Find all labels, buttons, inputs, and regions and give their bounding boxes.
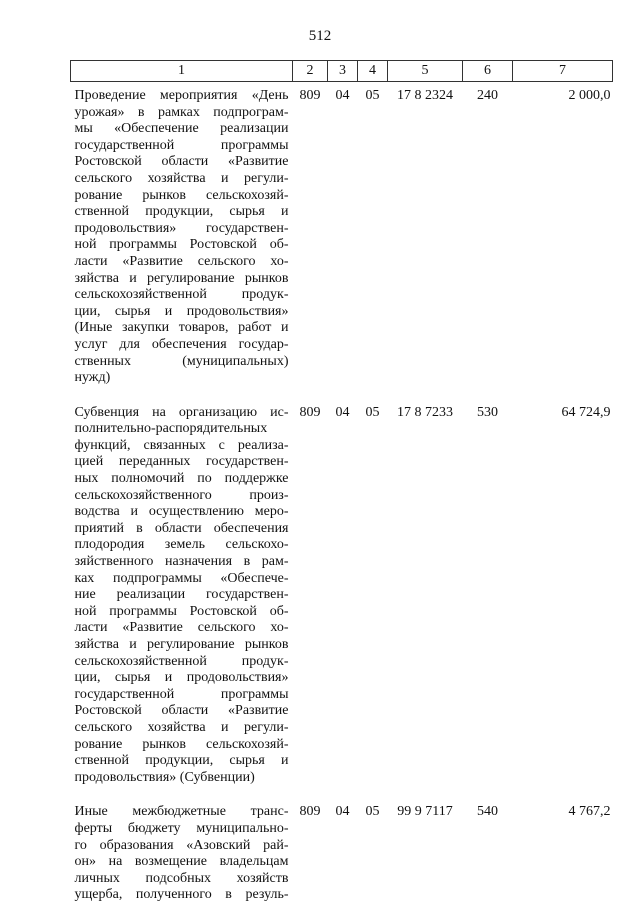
description-line: зяйственного назначения в рам-	[74, 554, 289, 570]
description-line: ной программы Ростовской об-	[74, 237, 289, 253]
description-line: ции, сырья и продовольствия»	[74, 303, 289, 319]
subsection-code: 05	[365, 88, 380, 103]
description-line: урожая» в рамках подпрограм-	[74, 104, 289, 120]
description-line: сельскохозяйственной продук-	[74, 287, 289, 303]
description-line: го образования «Азовский рай-	[74, 837, 289, 853]
description-line: функций, связанных с реализа-	[74, 437, 289, 453]
description-line: ной программы Ростовской об-	[74, 603, 289, 619]
target-article-code: 99 9 7117	[397, 804, 453, 820]
description-line: он» на возмещение владельцам	[74, 854, 289, 870]
section-code: 04	[335, 804, 350, 820]
description-line: ции, сырья и продовольствия»	[74, 670, 289, 686]
expense-type-code: 530	[477, 404, 498, 420]
description-line: ущерба, полученного в резуль-	[74, 887, 289, 903]
table-row	[71, 798, 613, 916]
description-line: сельскохозяйственной продук-	[74, 653, 289, 669]
description-line: ферты бюджету муниципально-	[74, 820, 289, 836]
target-article-code: 17 8 7233	[397, 404, 453, 420]
amount: 64 724,9	[561, 404, 611, 420]
table-header	[71, 61, 613, 82]
admin-code: 809	[299, 804, 321, 820]
description-line: зяйства и регулирование рынков	[74, 637, 289, 652]
description-line: Ростовской области «Развитие	[74, 154, 289, 170]
description-line: сельского хозяйства и регули-	[74, 719, 289, 735]
table-row	[71, 399, 613, 799]
column-header-5: 5	[388, 61, 463, 82]
description-line: приятий в области обеспечения	[74, 520, 289, 536]
subsection-code: 05	[365, 804, 380, 820]
admin-code: 809	[299, 404, 321, 420]
description-line: услуг для обеспечения государ-	[74, 336, 289, 352]
description-line: ственных (муниципальных)	[74, 353, 289, 369]
description-line: личных подсобных хозяйств	[74, 870, 289, 886]
column-header-7: 7	[513, 61, 613, 82]
column-header-2: 2	[293, 61, 328, 82]
description-line: мы «Обеспечение реализации	[74, 121, 289, 137]
description-line: ние реализации государствен-	[74, 587, 289, 603]
description-line: Ростовской области «Развитие	[74, 703, 289, 719]
page-number: 512	[308, 28, 332, 44]
description-line: полнительно-распорядительных	[74, 421, 268, 437]
column-header-4: 4	[358, 61, 388, 82]
section-code: 04	[335, 404, 350, 420]
description-line: рование рынков сельскохозяй-	[74, 736, 289, 752]
description-line: водства и осуществлению меро-	[74, 504, 289, 520]
target-article-code: 17 8 2324	[397, 88, 453, 103]
description-line: Субвенция на организацию ис-	[74, 404, 289, 420]
subsection-code: 05	[365, 404, 380, 420]
expense-type-code: 540	[477, 804, 498, 820]
description-line: Иные межбюджетные транс-	[74, 804, 289, 820]
table-body	[71, 82, 613, 916]
admin-code: 809	[299, 88, 321, 103]
description-line: нужд)	[74, 370, 111, 386]
description-line: ках подпрограммы «Обеспече-	[74, 570, 289, 586]
table-row	[71, 82, 613, 399]
description-line: ственной продукции, сырья и	[74, 753, 289, 769]
budget-table	[70, 60, 613, 916]
row-description	[71, 798, 293, 916]
description-line: сельскохозяйственного произ-	[74, 487, 289, 503]
description-line: рование рынков сельскохозяй-	[74, 187, 289, 203]
header-row	[71, 61, 613, 82]
description-line: государственной программы	[74, 686, 289, 702]
description-line: сельского хозяйства и регули-	[74, 170, 289, 186]
column-header-3: 3	[328, 61, 358, 82]
description-line: зяйства и регулирование рынков	[74, 270, 289, 286]
description-line: государственной программы	[74, 137, 289, 153]
section-code: 04	[335, 88, 350, 103]
expense-type-code: 240	[477, 88, 498, 103]
description-line: продовольствия» (Субвенции)	[74, 769, 255, 785]
description-line: цией переданных государствен-	[74, 454, 289, 470]
row-description	[71, 82, 293, 399]
description-line: ласти «Развитие сельского хо-	[74, 620, 289, 636]
description-line: ласти «Развитие сельского хо-	[74, 253, 289, 269]
row-description	[71, 399, 293, 799]
amount: 4 767,2	[568, 804, 611, 820]
description-line: плодородия земель сельскохо-	[74, 537, 289, 553]
column-header-1: 1	[71, 61, 293, 82]
description-line: Проведение мероприятия «День	[74, 88, 289, 103]
description-line: продовольствия» государствен-	[74, 220, 289, 236]
description-line: ных полномочий по поддержке	[74, 471, 289, 487]
column-header-6: 6	[463, 61, 513, 82]
description-line: ственной продукции, сырья и	[74, 204, 289, 220]
amount: 2 000,0	[568, 88, 611, 103]
description-line: (Иные закупки товаров, работ и	[74, 320, 289, 336]
